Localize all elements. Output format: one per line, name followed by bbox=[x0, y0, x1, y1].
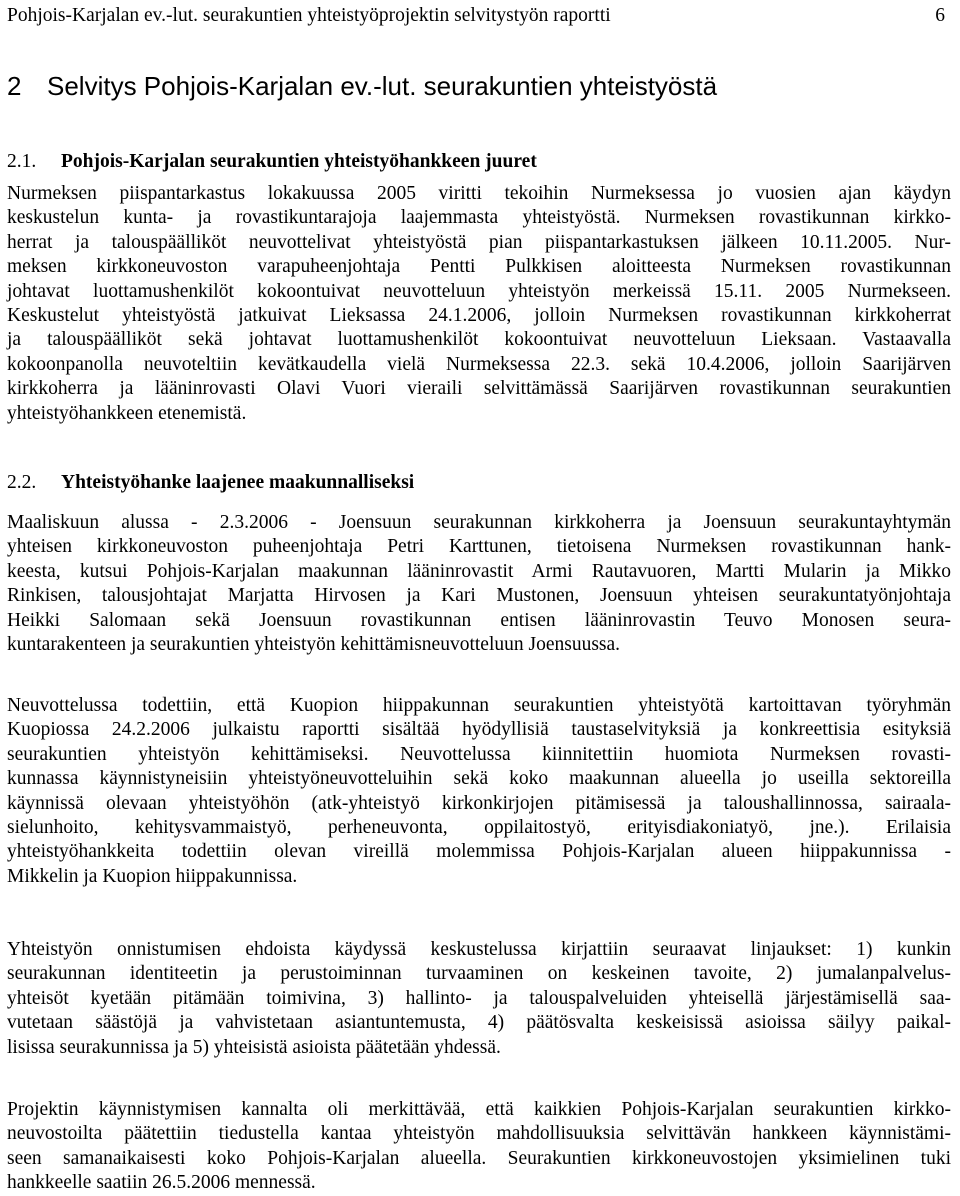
section2-paragraph-1 bbox=[7, 511, 951, 657]
text-line: yhteisen kirkkoneuvoston puheenjohtaja Petri Karttunen, tietoisena Nurmeksen rovastikunnan hank- bbox=[7, 536, 951, 558]
text-line: vutetaan säästöjä ja vahvistetaan asiantuntemusta, 4) päätösvalta keskeisissä asioissa säilyy paikal- bbox=[7, 1012, 951, 1034]
text-line: sielunhoito, kehitysvammaistyö, perheneuvonta, oppilaitostyö, erityisdiakoniatyö, jne.). Erilaisia bbox=[7, 816, 951, 838]
text-line: kokoonpanolla neuvoteltiin kevätkaudella vielä Nurmeksessa 22.3. sekä 10.4.2006, jolloin Saarijärven bbox=[7, 353, 951, 375]
text-line: Maaliskuun alussa - 2.3.2006 - Joensuun seurakunnan kirkkoherra ja Joensuun seurakuntayhtymän bbox=[7, 512, 951, 533]
section2-paragraph-2 bbox=[7, 694, 951, 889]
text-line: lisissa seurakunnissa ja 5) yhteisistä asioista päätetään yhdessä. bbox=[7, 1036, 501, 1058]
text-line: kirkkoherra ja lääninrovasti Olavi Vuori vieraili selvittämässä Saarijärven rovastikunnan seurakuntien bbox=[7, 378, 951, 400]
section-title: Yhteistyöhanke laajenee maakunnalliseksi bbox=[61, 472, 415, 493]
text-line: seen samanaikaisesti koko Pohjois-Karjalan alueella. Seurakuntien kirkkoneuvostojen yksimielinen tuki bbox=[7, 1147, 951, 1169]
text-line: seurakuntien yhteistyön kehittämiseksi. Neuvottelussa kiinnitettiin huomiota Nurmeksen rovasti- bbox=[7, 743, 951, 765]
header-title: Pohjois-Karjalan ev.-lut. seurakuntien yhteistyöprojektin selvitystyön raportti bbox=[7, 5, 611, 26]
section-heading-2-1 bbox=[7, 150, 537, 174]
running-header bbox=[7, 4, 951, 28]
text-line: yhteisöt kyetään pitämään toimivina, 3) hallinto- ja talouspalveluiden yhteisellä järjestämisellä saa- bbox=[7, 987, 951, 1009]
text-line: Rinkisen, talousjohtajat Marjatta Hirvosen ja Kari Mustonen, Joensuun yhteisen seurakuntatyönjohtaja bbox=[7, 585, 951, 607]
text-line: neuvostoilta päätettiin tiedustella kantaa yhteistyön mahdollisuuksia selvittävän hankkeen käynnistämi- bbox=[7, 1123, 951, 1145]
section-heading-2-2 bbox=[7, 471, 414, 495]
text-line: keesta, kutsui Pohjois-Karjalan maakunnan lääninrovastit Armi Rautavuoren, Martti Mularin ja Mikko bbox=[7, 560, 951, 582]
text-line: Projektin käynnistymisen kannalta oli merkittävää, että kaikkien Pohjois-Karjalan seurakuntien kirkko- bbox=[7, 1099, 951, 1120]
text-line: kuntarakenteen ja seurakuntien yhteistyön kehittämisneuvotteluun Joensuussa. bbox=[7, 633, 621, 655]
text-line: seurakunnan identiteetin ja perustoiminnan turvaaminen on keskeinen tavoite, 2) jumalanpalvelus- bbox=[7, 963, 951, 985]
text-line: Nurmeksen piispantarkastus lokakuussa 2005 viritti tekoihin Nurmeksessa jo vuosien ajan käydyn bbox=[7, 183, 951, 204]
text-line: Yhteistyön onnistumisen ehdoista käydyssä keskustelussa kirjattiin seuraavat linjaukset: 1) kunkin bbox=[7, 939, 951, 960]
text-line: johtavat luottamushenkilöt kokoontuivat neuvotteluun yhteistyön merkeissä 15.11. 2005 Nurmekseen. bbox=[7, 280, 951, 302]
chapter-heading bbox=[7, 70, 717, 102]
text-line: ja talouspäälliköt sekä johtavat luottamushenkilöt kokoontuivat neuvotteluun Lieksaan. Vastaavalla bbox=[7, 329, 951, 351]
section-number: 2.2. bbox=[7, 472, 37, 493]
text-line: meksen kirkkoneuvoston varapuheenjohtaja Pentti Pulkkisen aloitteesta Nurmeksen rovastikunnan bbox=[7, 256, 951, 278]
section2-paragraph-3 bbox=[7, 938, 951, 1060]
text-line: Keskustelut yhteistyöstä jatkuivat Lieksassa 24.1.2006, jolloin Nurmeksen rovastikunnan kirkkoherrat bbox=[7, 304, 951, 326]
chapter-number: 2 bbox=[7, 71, 22, 101]
text-line: Neuvottelussa todettiin, että Kuopion hiippakunnan seurakuntien yhteistyötä kartoittavan työryhmän bbox=[7, 695, 951, 716]
text-line: keskustelun kunta- ja rovastikuntarajoja laajemmasta yhteistyöstä. Nurmeksen rovastikunnan kirkko- bbox=[7, 207, 951, 229]
chapter-title: Selvitys Pohjois-Karjalan ev.-lut. seurakuntien yhteistyöstä bbox=[47, 71, 718, 101]
text-line: Kuopiossa 24.2.2006 julkaistu raportti sisältää hyödyllisiä taustaselvityksiä ja konkreettisia esityksiä bbox=[7, 719, 951, 741]
text-line: herrat ja talouspäälliköt neuvottelivat yhteistyöstä pian piispantarkastuksen jälkeen 10.11.2005. Nur- bbox=[7, 231, 951, 253]
text-line: yhteistyöhankkeita todettiin olevan vireillä molemmissa Pohjois-Karjalan alueen hiippakunnissa - bbox=[7, 841, 951, 863]
text-line: kunnassa käynnistyneisiin yhteistyöneuvotteluihin sekä koko maakunnan alueella jo useilla sektoreilla bbox=[7, 768, 951, 790]
text-line: käynnissä olevaan yhteistyöhön (atk-yhteistyö kirkonkirjojen pitämisessä ja taloushallinnossa, sairaala- bbox=[7, 792, 951, 814]
text-line: hankkeelle saatiin 26.5.2006 mennessä. bbox=[7, 1172, 316, 1194]
section-title: Pohjois-Karjalan seurakuntien yhteistyöhankkeen juuret bbox=[61, 151, 537, 172]
section1-paragraph bbox=[7, 182, 951, 426]
page-number: 6 bbox=[935, 5, 945, 26]
section-number: 2.1. bbox=[7, 151, 37, 172]
text-line: Mikkelin ja Kuopion hiippakunnissa. bbox=[7, 865, 298, 887]
text-line: yhteistyöhankkeen etenemistä. bbox=[7, 402, 247, 424]
section2-paragraph-4 bbox=[7, 1098, 951, 1196]
text-line: Heikki Salomaan sekä Joensuun rovastikunnan entisen lääninrovastin Teuvo Monosen seura- bbox=[7, 609, 951, 631]
